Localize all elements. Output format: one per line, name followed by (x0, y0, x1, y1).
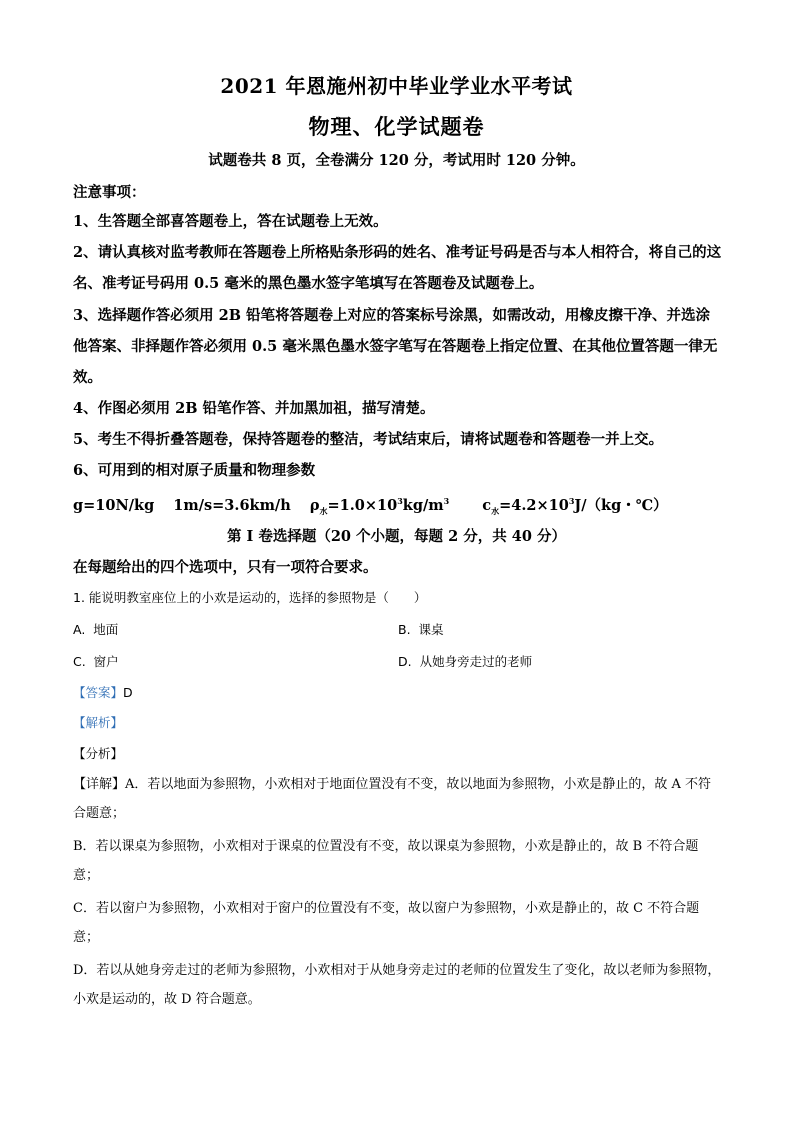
detail-d: D．若以从她身旁走过的老师为参照物，小欢相对于从她身旁走过的老师的位置发生了变化，故以老师为参照物，小欢是运动的，故 D 符合题意。 (73, 963, 721, 1007)
param-g: g=10N/kg (73, 497, 155, 514)
exam-title: 2021 年恩施州初中毕业学业水平考试 (220, 74, 573, 98)
param-c: $c_水=4.2\times 10^3J/(kg$・℃） (482, 496, 668, 516)
section-instruction: 在每题给出的四个选项中，只有一项符合要求。 (73, 559, 378, 576)
note-item-2: 2、请认真核对监考教师在答题卷上所格贴条形码的姓名、准考证号码是否与本人相符合，将自己的这名、准考证号码用 0.5 毫米的黑色墨水签字笔填写在答题卷及试题卷上。 (73, 244, 722, 292)
param-speed: 1m/s=3.6km/h (173, 497, 291, 514)
analysis-line (73, 713, 123, 731)
analysis-label: 【解析】 (73, 715, 124, 730)
detail-b: B．若以课桌为参照物，小欢相对于课桌的位置没有不变，故以课桌为参照物，小欢是静止的，故 B 不符合题意； (73, 839, 699, 883)
section-title: 第 I 卷选择题（20 个小题，每题 2 分，共 40 分） (226, 528, 567, 545)
physics-params (73, 494, 668, 517)
note-item-3: 3、选择题作答必须用 2B 铅笔将答题卷上对应的答案标号涂黑，如需改动，用橡皮擦干净、并选涂他答案、非择题作答必须用 0.5 毫米黑色墨水签字笔写在答题卷上指定位置、在其他位置答题一律无效。 (73, 307, 718, 386)
param-rho: $\rho_水=1.0\times 10^3kg/m^3$ (309, 496, 450, 516)
question-stem: 1. 能说明教室座位上的小欢是运动的，选择的参照物是（ ） (73, 590, 427, 605)
answer-label: 【答案】 (73, 685, 124, 700)
note-item-4: 4、作图必须用 2B 铅笔作答、并加黑加祖，描写清楚。 (73, 400, 435, 417)
option-c: C. 窗户 (73, 654, 119, 669)
option-a: A. 地面 (73, 622, 119, 637)
note-item-5: 5、考生不得折叠答题卷，保持答题卷的整洁，考试结束后，请将试题卷和答题卷一并上交。 (73, 431, 664, 448)
note-item-1: 1、生答题全部喜答题卷上，答在试题卷上无效。 (73, 213, 388, 230)
answer-value: D (123, 685, 133, 700)
detail-a: 【详解】A．若以地面为参照物，小欢相对于地面位置没有不变，故以地面为参照物，小欢是静止的，故 A 不符合题意； (73, 777, 712, 821)
option-d: D. 从她身旁走过的老师 (398, 654, 533, 669)
exam-subtitle: 物理、化学试题卷 (308, 114, 485, 139)
answer-line (73, 683, 133, 701)
fenxi-line: 【分析】 (73, 746, 124, 761)
notes-heading: 注意事项： (73, 184, 146, 201)
option-b: B. 课桌 (398, 622, 444, 637)
exam-info: 试题卷共 8 页，全卷满分 120 分，考试用时 120 分钟。 (208, 152, 585, 169)
note-item-6: 6、可用到的相对原子质量和物理参数 (73, 462, 316, 479)
detail-c: C．若以窗户为参照物，小欢相对于窗户的位置没有不变，故以窗户为参照物，小欢是静止的，故 C 不符合题意； (73, 901, 700, 945)
